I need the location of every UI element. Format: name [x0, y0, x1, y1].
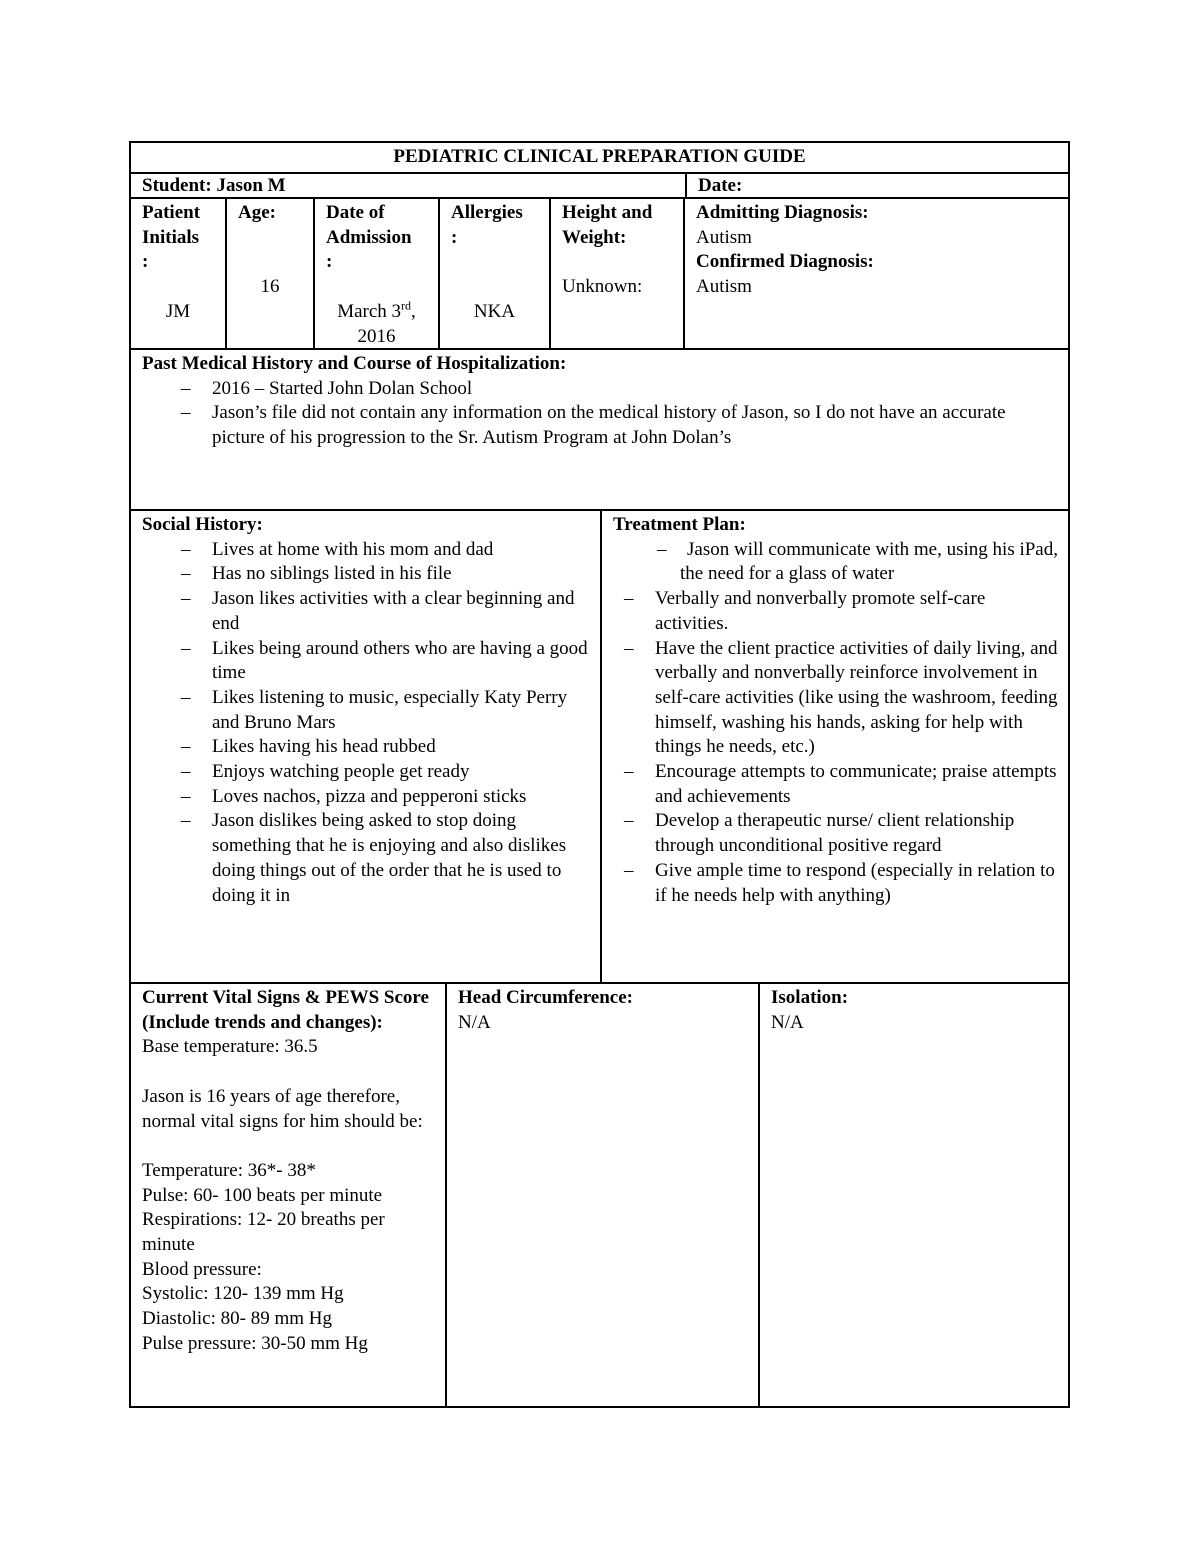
- list-item: – Have the client practice activities of daily living, and verbally and nonverbally reinforce involvement in self-care activities (like using the washroom, feeding himself, washing his hands, asking for help with things he needs, etc.): [624, 637, 1062, 761]
- age-cell: [225, 199, 313, 348]
- vitals-line: Pulse: 60- 100 beats per minute: [142, 1184, 383, 1206]
- student-row: [129, 174, 1070, 199]
- list-item: – 2016 – Started John Dolan School: [181, 377, 1057, 402]
- isolation-label: Isolation:: [771, 987, 849, 1008]
- date-cell: [685, 174, 1068, 197]
- head-circumference-cell: [445, 984, 758, 1406]
- treatment-plan-label: Treatment Plan:: [613, 514, 746, 535]
- patient-row: [129, 199, 1070, 350]
- age-label: Age:: [238, 202, 276, 223]
- form-title: PEDIATRIC CLINICAL PREPARATION GUIDE: [393, 146, 806, 167]
- history-list: [142, 377, 1057, 451]
- date-label: Date:: [698, 175, 743, 196]
- base-temperature: Base temperature: 36.5: [142, 1036, 318, 1058]
- social-treatment-row: [129, 511, 1070, 984]
- list-item: – Jason will communicate with me, using his iPad, the need for a glass of water: [650, 538, 1062, 587]
- list-item: – Develop a therapeutic nurse/ client relationship through unconditional positive regard: [624, 809, 1062, 858]
- hw-label-2: Weight:: [562, 226, 627, 248]
- vitals-line: Systolic: 120- 139 mm Hg: [142, 1283, 344, 1305]
- student-label: Student:: [142, 175, 212, 196]
- list-item: – Encourage attempts to communicate; praise attempts and achievements: [624, 760, 1062, 809]
- treatment-plan-cell: [600, 511, 1068, 982]
- head-circumference-value: N/A: [458, 1011, 491, 1033]
- list-item: – Jason’s file did not contain any information on the medical history of Jason, so I do not have an accurate picture of his progression to the Sr. Autism Program at John Dolan’s: [181, 401, 1057, 450]
- history-row: [129, 350, 1070, 511]
- list-item: – Likes listening to music, especially Katy Perry and Bruno Mars: [181, 686, 594, 735]
- age-value: 16: [260, 276, 280, 298]
- admission-label-1: Date of: [326, 202, 385, 223]
- admission-cell: [313, 199, 438, 348]
- initials-value: JM: [165, 300, 191, 322]
- admitting-label: Admitting Diagnosis:: [696, 202, 869, 223]
- vitals-cell: [131, 984, 445, 1406]
- vitals-row: [129, 984, 1070, 1408]
- admission-date: March 3rd,: [337, 298, 416, 322]
- clinical-preparation-form: [129, 141, 1070, 1408]
- admission-label-3: :: [326, 251, 333, 273]
- patient-initials-cell: [131, 199, 225, 348]
- height-weight-cell: [549, 199, 683, 348]
- social-history-cell: [131, 511, 600, 982]
- head-circumference-label: Head Circumference:: [458, 987, 633, 1008]
- vitals-label: Current Vital Signs & PEWS Score (Include trends and changes):: [142, 987, 429, 1033]
- admission-year: 2016: [357, 325, 396, 347]
- diagnosis-cell: [683, 199, 1068, 348]
- social-history-label: Social History:: [142, 514, 263, 535]
- allergies-value: NKA: [473, 300, 516, 322]
- isolation-value: N/A: [771, 1011, 804, 1033]
- confirmed-label: Confirmed Diagnosis:: [696, 251, 874, 273]
- confirmed-value: Autism: [696, 276, 752, 298]
- hw-value: Unknown:: [562, 276, 643, 298]
- list-item: – Loves nachos, pizza and pepperoni sticks: [181, 785, 594, 810]
- list-item: – Likes being around others who are having a good time: [181, 637, 594, 686]
- history-cell: [131, 350, 1068, 509]
- vitals-line: Temperature: 36*- 38*: [142, 1159, 316, 1181]
- social-history-list: [142, 538, 594, 909]
- admitting-value: Autism: [696, 226, 752, 248]
- list-item: – Jason likes activities with a clear beginning and end: [181, 587, 594, 636]
- list-item: – Enjoys watching people get ready: [181, 760, 594, 785]
- treatment-first-list: [613, 538, 1062, 587]
- allergies-cell: [438, 199, 549, 348]
- treatment-plan-list: [613, 587, 1062, 908]
- vitals-intro: Jason is 16 years of age therefore, normal vital signs for him should be:: [142, 1085, 423, 1132]
- admission-label-2: Admission: [326, 226, 412, 248]
- vitals-line: Blood pressure:: [142, 1258, 262, 1280]
- vitals-line: Respirations: 12- 20 breaths per minute: [142, 1209, 385, 1255]
- list-item: – Jason dislikes being asked to stop doing something that he is enjoying and also dislikes doing things out of the order that he is used to doing it in: [181, 809, 594, 908]
- list-item: – Lives at home with his mom and dad: [181, 538, 594, 563]
- initials-label-2: Initials: [142, 226, 200, 248]
- title-row: [129, 141, 1070, 174]
- list-item: – Verbally and nonverbally promote self-care activities.: [624, 587, 1062, 636]
- allergies-label-1: Allergies: [451, 202, 523, 223]
- list-item: – Has no siblings listed in his file: [181, 562, 594, 587]
- vitals-line: Pulse pressure: 30-50 mm Hg: [142, 1332, 368, 1354]
- student-name: Jason M: [216, 175, 286, 196]
- initials-label-1: Patient: [142, 202, 201, 223]
- isolation-cell: [758, 984, 1068, 1406]
- history-label: Past Medical History and Course of Hospitalization:: [142, 353, 567, 374]
- student-cell: [131, 174, 685, 197]
- vitals-line: Diastolic: 80- 89 mm Hg: [142, 1308, 332, 1330]
- hw-label-1: Height and: [562, 202, 653, 223]
- initials-label-3: :: [142, 251, 149, 273]
- list-item: – Likes having his head rubbed: [181, 735, 594, 760]
- allergies-label-2: :: [451, 226, 458, 248]
- list-item: – Give ample time to respond (especially in relation to if he needs help with anything): [624, 859, 1062, 908]
